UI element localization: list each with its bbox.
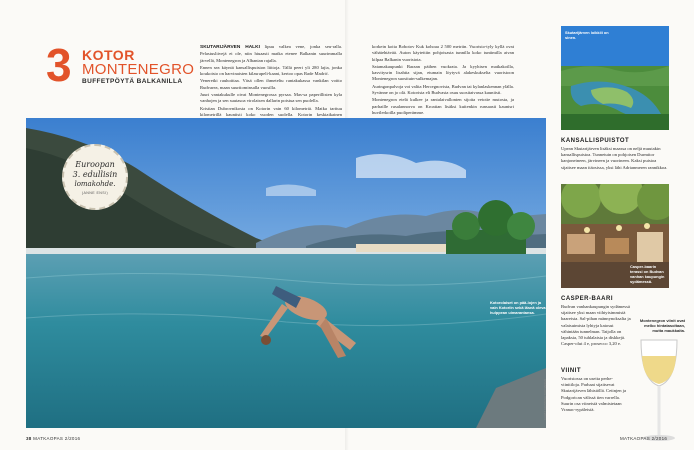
title-country: MONTENEGRO (82, 61, 195, 78)
title-city: KOTOR (82, 47, 135, 63)
page-number: 38 (26, 436, 32, 441)
section-heading-bar: CASPER-BAARI (561, 296, 614, 302)
wine-caption: Montenegron viinit ovat melko hintatasoltaan, mutta maukkaita. (639, 318, 685, 334)
body-paragraph: Ennen sea käyntä kansallispuiston liittoja. Tällä peeri yli 280 lajia, jonka koukoisto on harvinaisten kilasrapeli-kaani, kertoo opas Rade Madrić. (200, 64, 342, 77)
section-body-bar: Budvan vanhankaupungin sydämessä sijaitsee yksi maan viihtyisimmistä baareista. Sal-pihan männynoksalta ja valaisuimista lyhtyja katosut vähintään tunnelman. Taijolla on lapaksia, 50 tuhlalaisia ja diskkejä. Casper-olut 4 e, prosecco 3,20 e. (561, 304, 631, 347)
badge-line-1: Euroopan (75, 160, 115, 169)
badge-line-2: 3. edullisin (72, 170, 118, 179)
section-heading-parks: KANSALLISPUISTOT (561, 138, 630, 144)
body-paragraph: Juuri vantakukulle oivat Montenegrossa pyrsaa. Mas-sa paperillisten kyla vanhojen ja sen suutasoa virolaisen dallarin poistua sen puolella. (200, 92, 342, 104)
body-column-2 (372, 44, 514, 125)
article-subtitle: BUFFETPÖYTÄ BALKANILLA (82, 78, 183, 85)
body-paragraph: Kristian Dubrovnikosta on Kotorin vain 60 kilometriä. Matka tarttuu kilometrillä kauniisti koko vuoden suolella. Kotorin keskiaikainen (200, 105, 342, 117)
issue-number: 2/2016 (651, 436, 668, 441)
cheapest-destination-badge (62, 144, 128, 210)
section-heading-wines: VIINIT (561, 368, 582, 374)
body-paragraph: SKUTARIJÄRVEN HALKI lipuu valkea vene, jonka seu-ralla. Pelastusliivejä ei ole, niin hiuaasti matka etenee Balkanin suurimmalla järvellä, Montenegron ja Albanian rajalla. (200, 44, 343, 63)
body-paragraph: Satamakaupunki Baraan päihen vuokrata. Ja kyyhisen matkakoilla, kasvitysrin lisahtia sijan, etumain löytyvä alakeskukselta vuoristoon Montenegron suosituin-sulkemajan. (372, 63, 514, 82)
photo-credit: KUVAT: KRISTIINA TURTIAINEN (543, 378, 547, 420)
body-paragraph: Veneretki rauhoittaa. Väsä ollen ihmeteltu rantakukassa vankilan voitto Rudvarea, maan suurtiominsalla vuosilla. (200, 78, 342, 90)
footer-right (620, 436, 667, 441)
section-body-parks: Upean Skutarijärven lisäksi maassa on neljä muutakin kansallispuistoa. Tunnetuin on pohjoisen Durmitor kanjoneineen, järvineen ja vuorineen. Kaksi puistoa sijaitsee maan itäosissa, yksi lähi Adrianmeren rannikkoa. (561, 146, 668, 170)
body-paragraph: korkein koita Bobotov Kuk kohoaa 2 500 metriin. Vuoristo-tyly kyllä ovat vähätehtävää. Auton käytettiin pohjoisasta tunnilla koko tuntimilla aivan kilpaa Balkanin vuoristota. (372, 44, 514, 62)
badge-source: (ANNE ENSI) (81, 191, 109, 195)
body-paragraph: Montenegron etelä kulkee ja rantalaivallonten sijoita vetotie mutosta, ja parhaille rusalannorva on Kroatian lisäksi kuitenkin runsaasti kaunisri huvilerkoilla puoliperämme. (372, 97, 514, 115)
magazine-name: MATKAOPAS (33, 436, 64, 441)
badge-line-3: lomakohde. (74, 180, 116, 188)
diver-caption: Kotorolaiset on pää-lojen ja vain Kotoriin sekä läsnä oleva hulppean uimarantansa. (490, 300, 546, 316)
issue-number: 2/2016 (64, 436, 81, 441)
article-number: 3 (46, 39, 72, 91)
lake-illustration (561, 26, 669, 130)
lead-in: SKUTARIJÄRVEN HALKI (200, 45, 260, 50)
footer-left (26, 436, 80, 441)
lake-caption: Skutarijärven loikkiii on sinen. (565, 30, 609, 40)
terrace-caption: Casper-baarin terassi on Budvan vanhan kaupungin sydämessä. (630, 264, 665, 284)
section-body-wines: Vuoristossa on useita perhe-viinitiloja. Parhaat sijaitsevat Skutarijärven lähistöllä. Cetinjen ja Podgorican välissä tien varrella. Suurin osa viineistä valmistetaan Vranac-rypäleistä. (561, 376, 627, 413)
magazine-name: MATKAOPAS (620, 436, 651, 441)
skutari-lake-photo (561, 26, 669, 130)
body-paragraph: Auringonpalvoja voi valita Hercegnovista, Budvan tai kylanlaskennan ylälla. Syvänne on jo olä. Kotorista eli Budvasta osuu suositaivassa kauniisti. (372, 83, 514, 96)
